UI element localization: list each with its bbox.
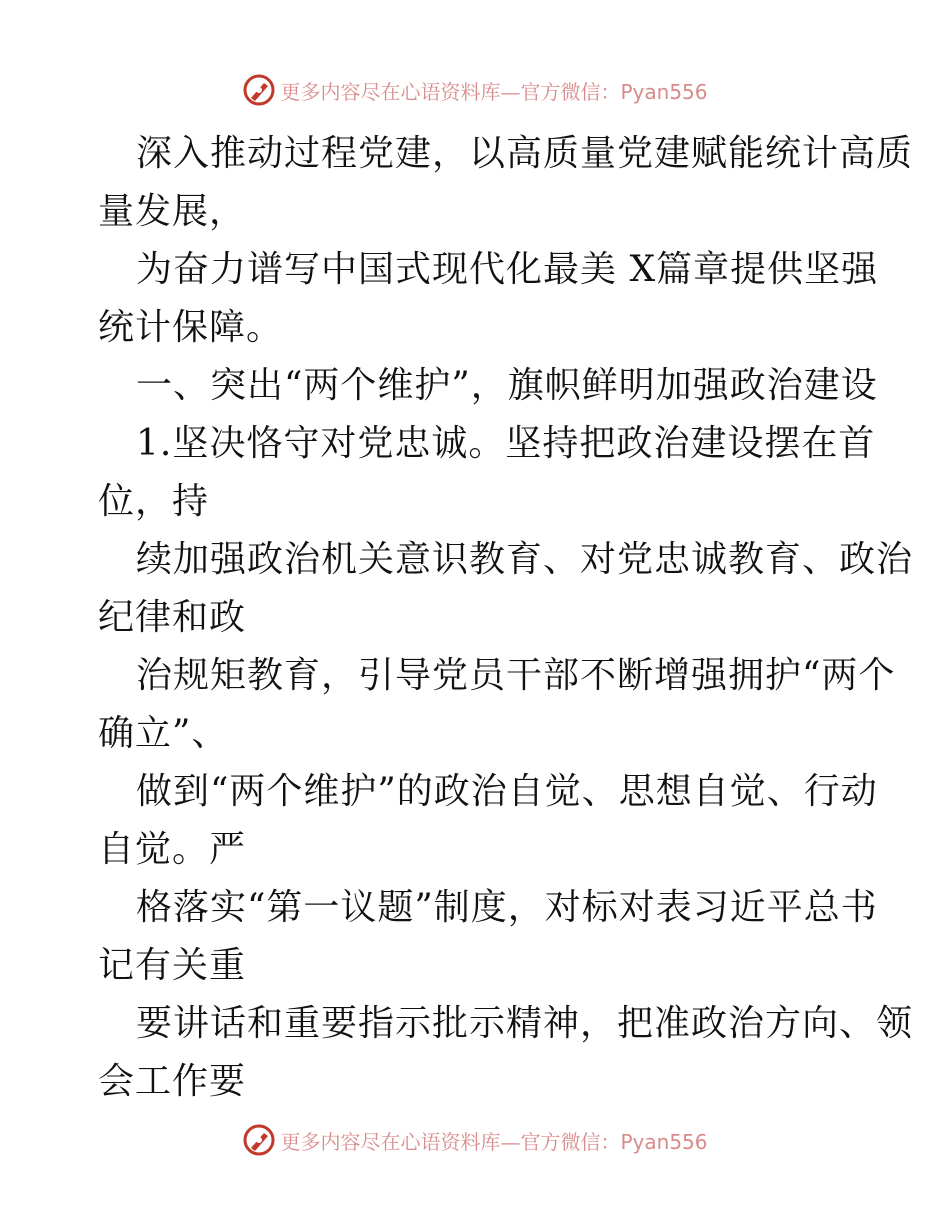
pen-logo-icon [242, 73, 276, 107]
text-line: 自觉。严 [98, 829, 247, 870]
text-line: 做到“两个维护”的政治自觉、思想自觉、行动 [136, 771, 878, 812]
text-line: 一、突出“两个维护”，旗帜鲜明加强政治建设 [136, 365, 878, 406]
footer-watermark [0, 1120, 950, 1160]
text-line: 格落实“第一议题”制度，对标对表习近平总书 [136, 887, 878, 928]
text-line: 1.坚决恪守对党忠诚。坚持把政治建设摆在首 [136, 423, 876, 464]
document-body [98, 125, 914, 1111]
text-line: 统计保障。 [98, 307, 284, 348]
text-line: 会工作要 [98, 1061, 247, 1102]
text-line: 为奋力谱写中国式现代化最美 X篇章提供坚强 [136, 249, 879, 290]
text-line: 位，持 [98, 481, 210, 522]
text-line: 确立”、 [98, 713, 229, 754]
text-line: 量发展， [98, 191, 247, 232]
text-line: 治规矩教育，引导党员干部不断增强拥护“两个 [136, 655, 896, 696]
pen-logo-icon [242, 1123, 276, 1157]
text-line: 深入推动过程党建，以高质量党建赋能统计高质 [136, 133, 914, 174]
watermark-text: 更多内容尽在心语资料库—官方微信：Pyan556 [280, 1129, 708, 1154]
text-line: 要讲话和重要指示批示精神，把准政治方向、领 [136, 1003, 914, 1044]
text-line: 续加强政治机关意识教育、对党忠诚教育、政治 [136, 539, 914, 580]
text-line: 记有关重 [98, 945, 247, 986]
header-watermark [0, 70, 950, 110]
watermark-text: 更多内容尽在心语资料库—官方微信：Pyan556 [280, 79, 708, 104]
text-line: 纪律和政 [98, 597, 247, 638]
